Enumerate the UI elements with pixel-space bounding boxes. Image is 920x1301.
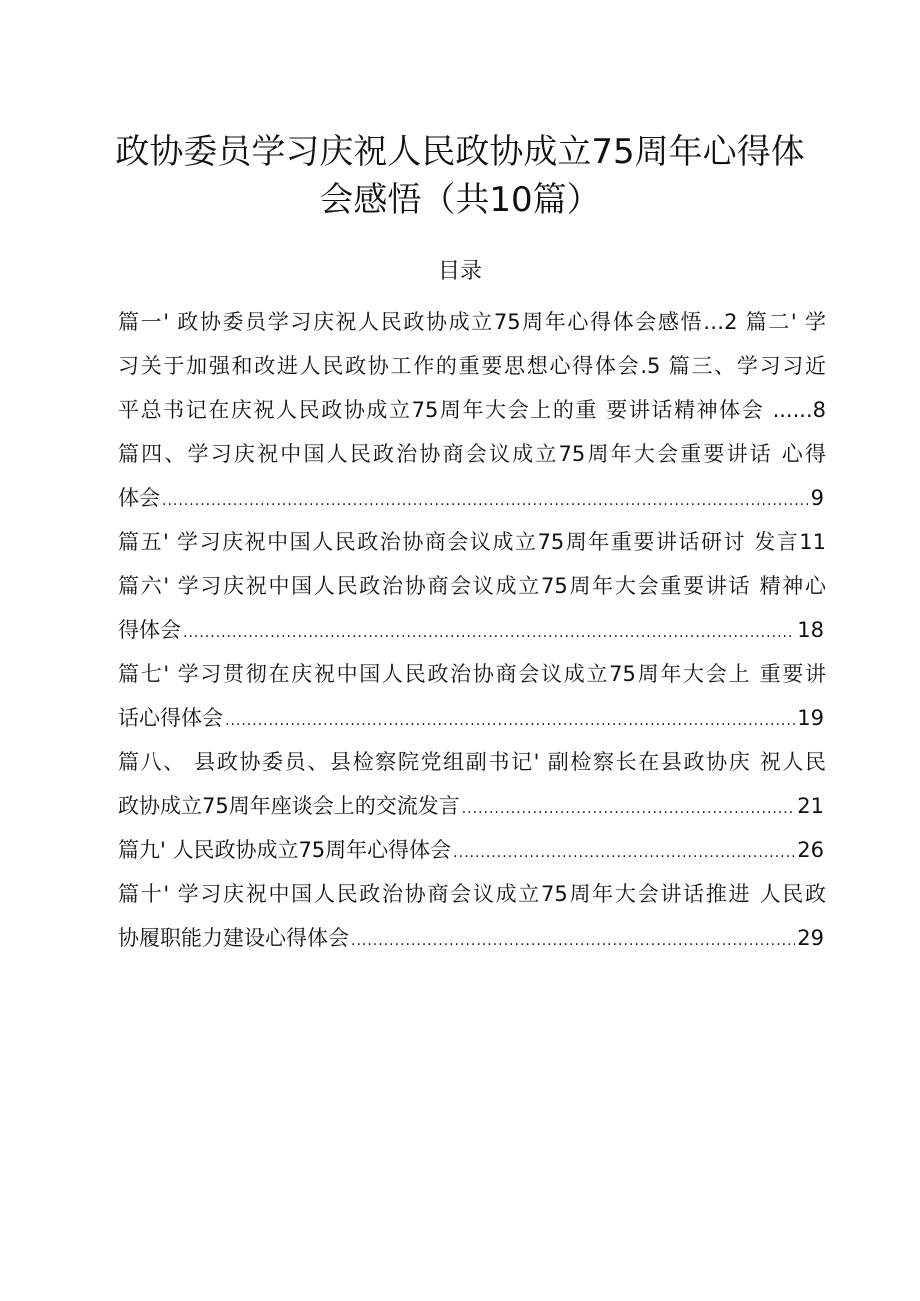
toc-line[interactable]: 篇六' 学习庆祝中国人民政治协商会议成立75周年大会重要讲话 精神心: [118, 574, 826, 598]
toc-page-number: 26: [797, 838, 824, 862]
toc-line[interactable]: 篇八、 县政协委员、县检察院党组副书记' 副检察长在县政协庆 祝人民: [118, 750, 826, 774]
toc-heading: 目录: [437, 259, 482, 284]
toc-entry-with-leader[interactable]: [118, 701, 824, 735]
dot-leader: [453, 836, 795, 867]
toc-entry-label: 得体会: [118, 618, 181, 642]
toc-line[interactable]: 篇一' 政协委员学习庆祝人民政协成立75周年心得体会感悟…2 篇二' 学: [118, 310, 826, 334]
toc-line[interactable]: 篇五' 学习庆祝中国人民政治协商会议成立75周年重要讲话研讨 发言11: [118, 530, 826, 554]
toc-entry-with-leader[interactable]: [118, 481, 824, 515]
toc-entry-label: 体会: [118, 486, 160, 510]
toc-entry-label: 话心得体会: [118, 706, 223, 730]
toc-entry-label: 政协成立75周年座谈会上的交流发言: [118, 794, 460, 818]
dot-leader: [351, 924, 795, 955]
dot-leader: [462, 792, 796, 823]
toc-line[interactable]: 习关于加强和改进人民政协工作的重要思想心得体会.5 篇三、学习习近: [118, 354, 826, 378]
toc-line[interactable]: 篇十' 学习庆祝中国人民政治协商会议成立75周年大会讲话推进 人民政: [118, 882, 826, 906]
toc-line[interactable]: 平总书记在庆祝人民政协成立75周年大会上的重 要讲话精神体会 ......8: [118, 398, 826, 422]
toc-page-number: 9: [810, 486, 824, 510]
toc-page-number: 21: [797, 794, 824, 818]
toc-entry-with-leader[interactable]: [118, 613, 824, 647]
toc-line[interactable]: 篇七' 学习贯彻在庆祝中国人民政治协商会议成立75周年大会上 重要讲: [118, 662, 826, 686]
toc-entry-label: 协履职能力建设心得体会: [118, 926, 349, 950]
dot-leader: [162, 484, 809, 515]
toc-page-number: 19: [797, 706, 824, 730]
toc-entry-with-leader[interactable]: [118, 833, 824, 867]
document-title-line-2: 会感悟（共10篇）: [319, 180, 601, 220]
document-title-line-1: 政协委员学习庆祝人民政协成立75周年心得体: [115, 132, 805, 172]
toc-entry-label: 篇九' 人民政协成立75周年心得体会: [118, 838, 452, 862]
toc-entry-with-leader[interactable]: [118, 921, 824, 955]
toc-page-number: 29: [797, 926, 824, 950]
dot-leader: [225, 704, 795, 735]
dot-leader: [183, 616, 795, 647]
toc-entry-with-leader[interactable]: [118, 789, 824, 823]
toc-line[interactable]: 篇四、学习庆祝中国人民政治协商会议成立75周年大会重要讲话 心得: [118, 442, 826, 466]
toc-page-number: 18: [797, 618, 824, 642]
